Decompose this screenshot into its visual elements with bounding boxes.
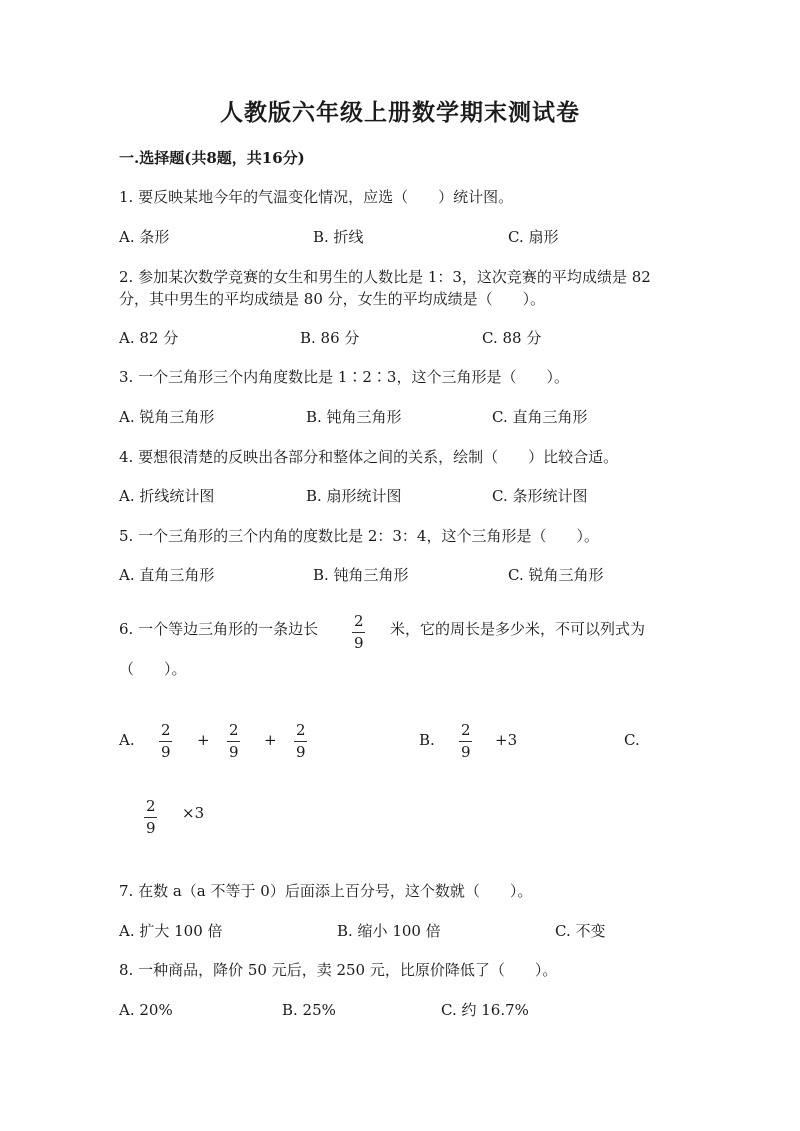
fraction-numerator: 2 [461,721,471,739]
fraction-numerator: 2 [146,797,156,815]
option-c-fraction [144,799,158,836]
fraction-denominator: 9 [229,743,239,761]
fraction-bar [159,741,172,742]
question-6-option-a-label[interactable]: A. [119,731,135,749]
question-6-stem-line2: （ ）。 [119,660,187,678]
question-3-option-a[interactable]: A. 锐角三角形 [119,408,215,426]
question-4-option-a[interactable]: A. 折线统计图 [119,487,215,505]
plus-sign: + [197,731,210,749]
option-a-fraction-3 [294,723,308,760]
question-1-stem: 1. 要反映某地今年的气温变化情况，应选（ ）统计图。 [119,188,514,206]
times-three: ×3 [182,804,205,822]
question-5-option-a[interactable]: A. 直角三角形 [119,566,215,584]
fraction-denominator: 9 [354,634,364,652]
question-7-option-a[interactable]: A. 扩大 100 倍 [119,922,223,940]
option-a-fraction-1 [159,723,173,760]
question-2-stem-line1: 2. 参加某次数学竞赛的女生和男生的人数比是 1：3，这次竞赛的平均成绩是 82 [119,268,651,286]
question-5-option-c[interactable]: C. 锐角三角形 [508,566,604,584]
fraction-bar [352,632,365,633]
question-3-option-b[interactable]: B. 钝角三角形 [306,408,402,426]
question-1-option-c[interactable]: C. 扇形 [508,228,559,246]
question-6-option-c-label[interactable]: C. [624,731,640,749]
question-3-stem: 3. 一个三角形三个内角度数比是 1∶2∶3，这个三角形是（ ）。 [119,368,569,386]
question-3-option-c[interactable]: C. 直角三角形 [492,408,588,426]
question-8-option-c[interactable]: C. 约 16.7% [441,1001,529,1019]
fraction-numerator: 2 [354,612,364,630]
page-title: 人教版六年级上册数学期末测试卷 [220,99,580,126]
section-heading: 一.选择题(共8题，共16分) [119,149,305,167]
question-8-option-a[interactable]: A. 20% [119,1001,173,1019]
question-4-stem: 4. 要想很清楚的反映出各部分和整体之间的关系，绘制（ ）比较合适。 [119,448,619,466]
question-1-option-b[interactable]: B. 折线 [313,228,364,246]
plus-three: +3 [495,731,518,749]
question-8-stem: 8. 一种商品，降价 50 元后，卖 250 元，比原价降低了（ ）。 [119,961,558,979]
fraction-bar [294,741,307,742]
fraction-bar [227,741,240,742]
question-6-option-b-label[interactable]: B. [419,731,435,749]
question-2-option-a[interactable]: A. 82 分 [119,329,179,347]
question-2-option-b[interactable]: B. 86 分 [300,329,360,347]
question-2-option-c[interactable]: C. 88 分 [482,329,542,347]
question-5-stem: 5. 一个三角形的三个内角的度数比是 2：3：4，这个三角形是（ ）。 [119,527,599,545]
fraction-numerator: 2 [161,721,171,739]
question-1-option-a[interactable]: A. 条形 [119,228,170,246]
question-4-option-c[interactable]: C. 条形统计图 [492,487,588,505]
fraction-bar [144,817,157,818]
question-6-stem-pre: 6. 一个等边三角形的一条边长 [119,620,319,638]
question-2-stem-line2: 分，其中男生的平均成绩是 80 分，女生的平均成绩是（ ）。 [119,290,546,308]
fraction-numerator: 2 [229,721,239,739]
fraction-denominator: 9 [296,743,306,761]
question-6-stem-fraction [352,614,366,651]
fraction-denominator: 9 [461,743,471,761]
question-8-option-b[interactable]: B. 25% [282,1001,336,1019]
option-b-fraction [459,723,473,760]
plus-sign: + [264,731,277,749]
fraction-denominator: 9 [146,819,156,837]
fraction-bar [459,741,472,742]
question-4-option-b[interactable]: B. 扇形统计图 [306,487,402,505]
option-a-fraction-2 [227,723,241,760]
question-7-stem: 7. 在数 a（a 不等于 0）后面添上百分号，这个数就（ ）。 [119,882,533,900]
question-7-option-b[interactable]: B. 缩小 100 倍 [337,922,441,940]
fraction-numerator: 2 [296,721,306,739]
question-6-stem-post: 米，它的周长是多少米，不可以列式为 [390,620,646,638]
question-7-option-c[interactable]: C. 不变 [555,922,606,940]
fraction-denominator: 9 [161,743,171,761]
question-5-option-b[interactable]: B. 钝角三角形 [313,566,409,584]
